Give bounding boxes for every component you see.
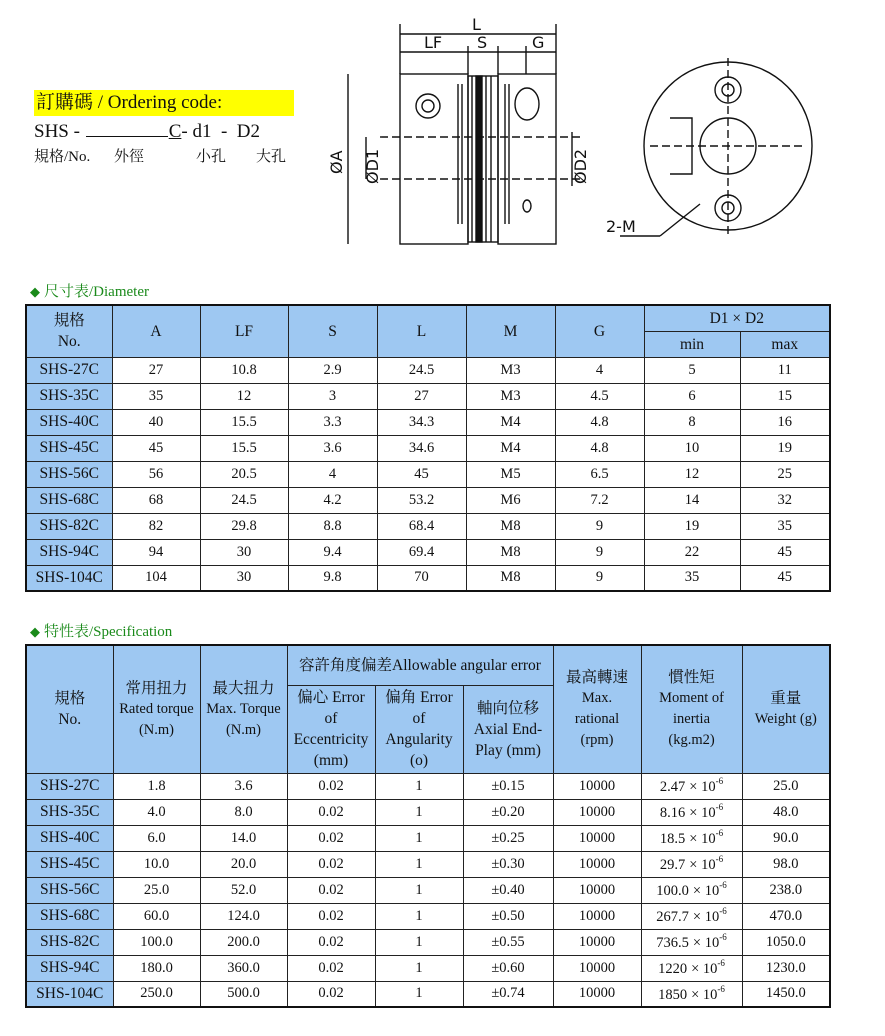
cell-no: SHS-104C [26,565,112,591]
col-d1d2: D1 × D2 [644,305,830,331]
col-M: M [466,305,555,357]
cell-no: SHS-27C [26,357,112,383]
cell-min: 10 [644,435,740,461]
cell-S: 2.9 [288,357,377,383]
cell-ecc: 0.02 [287,955,375,981]
cell-inertia [641,773,742,799]
dim-2M: 2-M [606,217,636,236]
col-min: min [644,331,740,357]
spec-col-ang: 偏角 Error of Angularity (o) [375,685,463,773]
inertia-exp: -6 [719,932,727,942]
spec-col-weight: 重量 Weight (g) [742,645,830,773]
cell-max: 200.0 [200,929,287,955]
cell-rated: 180.0 [113,955,200,981]
cell-min: 8 [644,409,740,435]
diameter-section-title [30,283,149,301]
inertia-mult: × 10 [691,961,718,977]
code-sep2: - [220,121,228,142]
cell-no: SHS-45C [26,435,112,461]
cell-no: SHS-56C [26,877,113,903]
cell-L: 27 [377,383,466,409]
diameter-table [25,304,831,592]
cell-G: 6.5 [555,461,644,487]
cell-rated: 60.0 [113,903,200,929]
cell-M: M4 [466,409,555,435]
cell-inertia [641,851,742,877]
cell-no: SHS-104C [26,981,113,1007]
cell-min: 35 [644,565,740,591]
cell-ecc: 0.02 [287,825,375,851]
cell-M: M6 [466,487,555,513]
code-d1: d1 [192,121,212,142]
spec-col-inertia: 慣性矩 Moment of inertia (kg.m2) [641,645,742,773]
inertia-value: 18.5 [659,831,686,847]
inertia-mult: × 10 [691,986,718,1003]
cell-rated: 10.0 [113,851,200,877]
cell-weight: 238.0 [742,877,830,903]
cell-axial: ±0.15 [463,773,553,799]
cell-L: 53.2 [377,487,466,513]
cell-A: 27 [112,357,200,383]
spec-col-rated: 常用扭力 Rated torque (N.m) [113,645,200,773]
cell-L: 34.6 [377,435,466,461]
cell-max: 124.0 [200,903,287,929]
cell-no: SHS-94C [26,539,112,565]
cell-ang: 1 [375,851,463,877]
table-row [26,955,830,981]
cell-weight: 470.0 [742,903,830,929]
cell-G: 4.8 [555,435,644,461]
cell-S: 4 [288,461,377,487]
spec-section-title [30,623,172,641]
inertia-value: 8.16 [659,805,686,821]
cell-max: 20.0 [200,851,287,877]
table-row [26,981,830,1007]
label-large: 大孔 [256,149,287,165]
ordering-code-format [34,118,260,145]
col-S: S [288,305,377,357]
code-sep1: - [181,121,188,142]
col-G: G [555,305,644,357]
cell-L: 69.4 [377,539,466,565]
table-row [26,383,830,409]
cell-weight: 25.0 [742,773,830,799]
inertia-mult: × 10 [692,935,720,951]
cell-inertia [641,929,742,955]
cell-max: 15 [740,383,830,409]
cell-no: SHS-40C [26,825,113,851]
cell-no: SHS-82C [26,929,113,955]
cell-max: 32 [740,487,830,513]
inertia-mult: × 10 [689,779,716,795]
cell-axial: ±0.74 [463,981,553,1007]
cell-LF: 15.5 [200,409,288,435]
cell-A: 40 [112,409,200,435]
cell-min: 19 [644,513,740,539]
cell-rated: 4.0 [113,799,200,825]
inertia-value: 1850 [658,986,688,1003]
table-row [26,539,830,565]
cell-max: 19 [740,435,830,461]
cell-ang: 1 [375,981,463,1007]
cell-M: M3 [466,383,555,409]
diamond-icon: ◆ [30,624,40,639]
spec-col-no: 規格 No. [26,645,113,773]
cell-ecc: 0.02 [287,773,375,799]
cell-S: 3.6 [288,435,377,461]
dim-phiA: ØA [327,150,346,174]
cell-S: 4.2 [288,487,377,513]
cell-inertia [641,799,742,825]
spec-title-text: 特性表/Specification [44,624,173,640]
cell-max: 360.0 [200,955,287,981]
cell-no: SHS-56C [26,461,112,487]
diamond-icon: ◆ [30,284,40,299]
cell-max: 16 [740,409,830,435]
inertia-value: 100.0 [656,883,689,899]
cell-max: 45 [740,565,830,591]
cell-weight: 98.0 [742,851,830,877]
inertia-exp: -6 [719,906,727,916]
cell-G: 4.5 [555,383,644,409]
cell-rpm: 10000 [553,955,641,981]
cell-min: 14 [644,487,740,513]
cell-ang: 1 [375,877,463,903]
cell-axial: ±0.60 [463,955,553,981]
cell-G: 9 [555,513,644,539]
inertia-exp: -6 [717,983,725,994]
cell-ang: 1 [375,825,463,851]
table-row [26,409,830,435]
cell-no: SHS-35C [26,799,113,825]
cell-A: 104 [112,565,200,591]
cell-axial: ±0.25 [463,825,553,851]
table-row [26,903,830,929]
table-row [26,435,830,461]
cell-no: SHS-40C [26,409,112,435]
table-row [26,461,830,487]
cell-L: 24.5 [377,357,466,383]
cell-L: 68.4 [377,513,466,539]
cell-LF: 24.5 [200,487,288,513]
dim-S: S [477,33,488,52]
inertia-mult: × 10 [689,831,716,847]
col-A: A [112,305,200,357]
inertia-exp: -6 [715,828,724,838]
table-row [26,565,830,591]
cell-G: 4.8 [555,409,644,435]
inertia-exp: -6 [715,854,724,864]
inertia-mult: × 10 [692,909,720,925]
code-prefix: SHS - [34,121,80,142]
cell-no: SHS-68C [26,903,113,929]
coupling-drawing [320,14,840,254]
cell-rpm: 10000 [553,981,641,1007]
inertia-exp: -6 [715,802,724,812]
cell-weight: 1050.0 [742,929,830,955]
cell-axial: ±0.30 [463,851,553,877]
cell-ecc: 0.02 [287,903,375,929]
cell-max: 35 [740,513,830,539]
ordering-code-title: 訂購碼 / Ordering code: [34,90,294,116]
cell-ecc: 0.02 [287,799,375,825]
cell-ecc: 0.02 [287,981,375,1007]
cell-rpm: 10000 [553,799,641,825]
cell-A: 82 [112,513,200,539]
cell-S: 9.8 [288,565,377,591]
cell-G: 9 [555,539,644,565]
inertia-mult: × 10 [692,883,720,899]
label-no: 規格/No. [34,149,91,165]
cell-LF: 29.8 [200,513,288,539]
cell-rated: 1.8 [113,773,200,799]
inertia-exp: -6 [717,958,725,968]
col-L: L [377,305,466,357]
cell-weight: 1230.0 [742,955,830,981]
cell-A: 45 [112,435,200,461]
cell-ecc: 0.02 [287,851,375,877]
table-row [26,799,830,825]
cell-L: 34.3 [377,409,466,435]
spec-col-max: 最大扭力 Max. Torque (N.m) [200,645,287,773]
cell-LF: 30 [200,565,288,591]
cell-LF: 30 [200,539,288,565]
cell-inertia [641,825,742,851]
inertia-mult: × 10 [689,805,716,821]
cell-weight: 1450.0 [742,981,830,1007]
cell-A: 56 [112,461,200,487]
cell-no: SHS-94C [26,955,113,981]
cell-ang: 1 [375,903,463,929]
cell-inertia [641,877,742,903]
cell-rpm: 10000 [553,851,641,877]
cell-rated: 6.0 [113,825,200,851]
inertia-value: 29.7 [659,857,686,873]
ordering-code-labels [34,147,294,167]
dim-L: L [472,15,481,34]
col-max: max [740,331,830,357]
cell-max: 45 [740,539,830,565]
cell-rpm: 10000 [553,877,641,903]
inertia-value: 736.5 [656,935,689,951]
cell-ang: 1 [375,773,463,799]
dim-LF: LF [424,33,443,52]
cell-LF: 10.8 [200,357,288,383]
cell-M: M3 [466,357,555,383]
cell-min: 22 [644,539,740,565]
table-row [26,773,830,799]
cell-S: 3.3 [288,409,377,435]
cell-L: 70 [377,565,466,591]
table-row [26,487,830,513]
cell-rpm: 10000 [553,773,641,799]
cell-M: M8 [466,565,555,591]
table-row [26,513,830,539]
cell-rated: 25.0 [113,877,200,903]
cell-ang: 1 [375,929,463,955]
code-blank [86,118,168,137]
cell-A: 68 [112,487,200,513]
spec-col-angular: 容許角度偏差Allowable angular error [287,645,553,685]
cell-axial: ±0.40 [463,877,553,903]
dim-phiD1: ØD1 [363,148,382,184]
cell-S: 3 [288,383,377,409]
cell-S: 8.8 [288,513,377,539]
cell-M: M8 [466,539,555,565]
cell-inertia [641,903,742,929]
cell-M: M5 [466,461,555,487]
cell-min: 12 [644,461,740,487]
inertia-exp: -6 [715,776,724,786]
cell-no: SHS-35C [26,383,112,409]
cell-axial: ±0.20 [463,799,553,825]
cell-no: SHS-45C [26,851,113,877]
inertia-exp: -6 [719,880,727,890]
cell-max: 500.0 [200,981,287,1007]
spec-col-ecc: 偏心 Error of Eccentricity (mm) [287,685,375,773]
cell-ecc: 0.02 [287,877,375,903]
cell-LF: 20.5 [200,461,288,487]
cell-no: SHS-68C [26,487,112,513]
inertia-value: 2.47 [659,779,686,795]
table-row [26,825,830,851]
col-LF: LF [200,305,288,357]
cell-weight: 90.0 [742,825,830,851]
cell-S: 9.4 [288,539,377,565]
cell-G: 7.2 [555,487,644,513]
cell-ang: 1 [375,955,463,981]
cell-axial: ±0.55 [463,929,553,955]
spec-col-axial: 軸向位移 Axial End- Play (mm) [463,685,553,773]
label-small: 小孔 [196,149,227,165]
cell-max: 11 [740,357,830,383]
code-d2: D2 [236,121,261,142]
cell-rated: 250.0 [113,981,200,1007]
table-row [26,357,830,383]
cell-ecc: 0.02 [287,929,375,955]
diameter-title-text: 尺寸表/Diameter [44,284,149,300]
cell-min: 6 [644,383,740,409]
cell-A: 35 [112,383,200,409]
cell-LF: 12 [200,383,288,409]
cell-rated: 100.0 [113,929,200,955]
cell-inertia [641,981,742,1007]
inertia-value: 1220 [658,961,688,977]
spec-table [25,644,831,1008]
cell-rpm: 10000 [553,929,641,955]
cell-max: 14.0 [200,825,287,851]
cell-max: 3.6 [200,773,287,799]
table-row [26,877,830,903]
cell-min: 5 [644,357,740,383]
cell-G: 9 [555,565,644,591]
cell-max: 52.0 [200,877,287,903]
cell-inertia [641,955,742,981]
cell-M: M8 [466,513,555,539]
cell-no: SHS-82C [26,513,112,539]
cell-L: 45 [377,461,466,487]
cell-G: 4 [555,357,644,383]
inertia-value: 267.7 [656,909,689,925]
dim-G: G [532,33,545,52]
inertia-mult: × 10 [689,857,716,873]
cell-max: 8.0 [200,799,287,825]
cell-no: SHS-27C [26,773,113,799]
label-outer: 外徑 [114,149,145,165]
cell-max: 25 [740,461,830,487]
col-no: 規格 No. [26,305,112,357]
cell-rpm: 10000 [553,825,641,851]
cell-rpm: 10000 [553,903,641,929]
cell-axial: ±0.50 [463,903,553,929]
cell-M: M4 [466,435,555,461]
cell-ang: 1 [375,799,463,825]
dim-phiD2: ØD2 [571,148,590,184]
cell-A: 94 [112,539,200,565]
spec-col-rpm: 最高轉速 Max. rational (rpm) [553,645,641,773]
table-row [26,851,830,877]
cell-LF: 15.5 [200,435,288,461]
code-c: C [168,121,182,142]
table-row [26,929,830,955]
cell-weight: 48.0 [742,799,830,825]
